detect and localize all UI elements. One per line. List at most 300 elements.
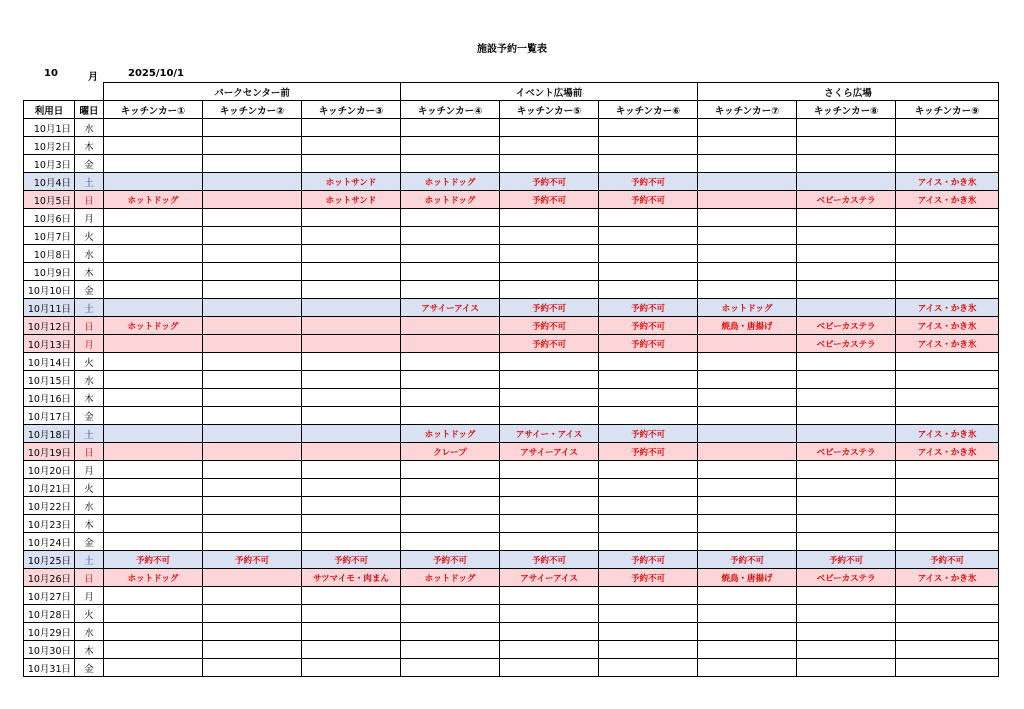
reservation-cell[interactable] [599,407,698,425]
reservation-cell[interactable] [500,605,599,623]
weekday-cell: 水 [75,623,104,641]
reservation-cell[interactable]: ホットドッグ [401,569,500,587]
date-cell: 10月17日 [24,407,75,425]
reservation-cell[interactable] [599,227,698,245]
reservation-cell[interactable] [401,389,500,407]
reservation-cell[interactable]: アイス・かき氷 [896,569,999,587]
reservation-cell[interactable] [797,587,896,605]
reservation-cell[interactable] [698,137,797,155]
reservation-cell[interactable] [500,227,599,245]
reservation-cell[interactable] [500,479,599,497]
reservation-cell[interactable] [104,605,203,623]
reservation-cell[interactable] [797,515,896,533]
reservation-cell[interactable] [302,443,401,461]
reservation-cell[interactable]: 予約不可 [599,335,698,353]
reservation-cell[interactable] [104,515,203,533]
reservation-cell[interactable] [104,173,203,191]
reservation-cell[interactable] [401,371,500,389]
reservation-cell[interactable] [599,137,698,155]
reservation-cell[interactable] [896,641,999,659]
reservation-cell[interactable] [599,389,698,407]
reservation-cell[interactable] [896,461,999,479]
reservation-cell[interactable] [896,263,999,281]
reservation-cell[interactable] [203,479,302,497]
reservation-cell[interactable] [500,659,599,677]
reservation-cell[interactable]: ベビーカステラ [797,569,896,587]
reservation-cell[interactable] [698,119,797,137]
dow-header: 曜日 [75,101,104,119]
reservation-cell[interactable] [797,425,896,443]
reservation-cell[interactable] [104,209,203,227]
reservation-cell[interactable] [698,425,797,443]
reservation-cell[interactable]: 予約不可 [599,443,698,461]
reservation-cell[interactable]: 予約不可 [599,569,698,587]
reservation-cell[interactable] [302,641,401,659]
reservation-cell[interactable] [698,335,797,353]
reservation-cell[interactable] [797,209,896,227]
reservation-cell[interactable] [104,425,203,443]
reservation-cell[interactable] [401,623,500,641]
reservation-cell[interactable] [302,371,401,389]
reservation-cell[interactable] [698,479,797,497]
reservation-cell[interactable] [104,587,203,605]
reservation-cell[interactable] [104,443,203,461]
reservation-cell[interactable] [896,623,999,641]
reservation-cell[interactable] [797,155,896,173]
reservation-cell[interactable] [302,623,401,641]
reservation-cell[interactable] [797,371,896,389]
reservation-cell[interactable] [500,515,599,533]
reservation-cell[interactable] [401,119,500,137]
reservation-cell[interactable] [698,461,797,479]
reservation-cell[interactable] [302,335,401,353]
reservation-cell[interactable]: 予約不可 [104,551,203,569]
reservation-cell[interactable] [401,641,500,659]
reservation-cell[interactable] [896,371,999,389]
reservation-cell[interactable]: アイス・かき氷 [896,425,999,443]
reservation-cell[interactable] [896,209,999,227]
reservation-cell[interactable] [302,461,401,479]
reservation-cell[interactable] [797,137,896,155]
reservation-cell[interactable] [104,659,203,677]
reservation-cell[interactable] [500,209,599,227]
reservation-cell[interactable] [203,443,302,461]
table-row [24,335,999,353]
reservation-cell[interactable]: ホットサンド [302,191,401,209]
reservation-cell[interactable] [698,245,797,263]
reservation-cell[interactable] [698,641,797,659]
reservation-cell[interactable] [896,497,999,515]
reservation-cell[interactable] [104,263,203,281]
reservation-cell[interactable] [599,155,698,173]
reservation-cell[interactable]: 予約不可 [500,335,599,353]
reservation-cell[interactable] [203,533,302,551]
reservation-cell[interactable] [797,227,896,245]
reservation-cell[interactable]: 予約不可 [500,191,599,209]
reservation-cell[interactable] [698,659,797,677]
reservation-cell[interactable]: ホットドッグ [401,173,500,191]
reservation-cell[interactable] [401,461,500,479]
reservation-cell[interactable] [203,425,302,443]
reservation-cell[interactable] [599,641,698,659]
reservation-cell[interactable] [896,479,999,497]
reservation-cell[interactable]: ベビーカステラ [797,317,896,335]
reservation-cell[interactable]: 予約不可 [500,299,599,317]
reservation-cell[interactable] [500,281,599,299]
reservation-cell[interactable] [500,389,599,407]
reservation-cell[interactable] [203,119,302,137]
reservation-cell[interactable] [698,515,797,533]
reservation-cell[interactable] [302,587,401,605]
reservation-cell[interactable] [500,371,599,389]
reservation-cell[interactable] [104,299,203,317]
reservation-cell[interactable] [401,137,500,155]
reservation-cell[interactable] [203,353,302,371]
weekday-cell: 金 [75,407,104,425]
reservation-cell[interactable] [203,245,302,263]
reservation-cell[interactable]: ホットドッグ [104,191,203,209]
reservation-cell[interactable] [797,245,896,263]
reservation-cell[interactable] [599,209,698,227]
reservation-cell[interactable]: 焼鳥・唐揚げ [698,317,797,335]
reservation-cell[interactable] [302,479,401,497]
reservation-cell[interactable] [302,317,401,335]
reservation-cell[interactable] [500,119,599,137]
reservation-cell[interactable] [896,227,999,245]
reservation-cell[interactable] [401,659,500,677]
weekday-cell: 金 [75,659,104,677]
reservation-cell[interactable] [203,281,302,299]
reservation-cell[interactable] [302,407,401,425]
reservation-cell[interactable]: 予約不可 [401,551,500,569]
reservation-cell[interactable] [302,425,401,443]
reservation-cell[interactable] [104,407,203,425]
reservation-cell[interactable]: サツマイモ・肉まん [302,569,401,587]
reservation-cell[interactable]: アイス・かき氷 [896,335,999,353]
reservation-cell[interactable] [203,335,302,353]
reservation-cell[interactable] [203,209,302,227]
date-cell: 10月24日 [24,533,75,551]
reservation-cell[interactable] [500,497,599,515]
reservation-cell[interactable]: アイス・かき氷 [896,299,999,317]
reservation-cell[interactable]: アサイーアイス [500,569,599,587]
reservation-cell[interactable] [698,443,797,461]
reservation-cell[interactable]: アイス・かき氷 [896,173,999,191]
reservation-cell[interactable] [896,659,999,677]
reservation-cell[interactable]: アサイーアイス [401,299,500,317]
reservation-cell[interactable]: ベビーカステラ [797,191,896,209]
reservation-cell[interactable] [104,623,203,641]
reservation-cell[interactable] [698,371,797,389]
reservation-cell[interactable] [302,281,401,299]
reservation-cell[interactable] [203,371,302,389]
reservation-cell[interactable]: 予約不可 [599,551,698,569]
reservation-cell[interactable] [401,155,500,173]
reservation-cell[interactable] [401,335,500,353]
reservation-cell[interactable]: ホットドッグ [104,569,203,587]
reservation-cell[interactable] [500,245,599,263]
reservation-cell[interactable] [203,263,302,281]
reservation-cell[interactable] [896,137,999,155]
reservation-cell[interactable] [797,119,896,137]
reservation-cell[interactable] [104,371,203,389]
reservation-cell[interactable] [797,263,896,281]
reservation-cell[interactable] [203,497,302,515]
reservation-cell[interactable] [599,371,698,389]
reservation-cell[interactable] [797,461,896,479]
reservation-cell[interactable] [896,155,999,173]
reservation-cell[interactable]: アイス・かき氷 [896,191,999,209]
reservation-cell[interactable] [797,353,896,371]
reservation-cell[interactable] [104,281,203,299]
table-row [24,119,999,137]
reservation-cell[interactable] [203,227,302,245]
reservation-cell[interactable] [797,389,896,407]
reservation-cell[interactable] [104,461,203,479]
reservation-cell[interactable] [401,605,500,623]
table-row [24,155,999,173]
date-cell: 10月16日 [24,389,75,407]
reservation-cell[interactable] [500,641,599,659]
reservation-cell[interactable] [302,659,401,677]
reservation-cell[interactable] [599,245,698,263]
reservation-cell[interactable] [302,119,401,137]
reservation-cell[interactable] [203,587,302,605]
reservation-cell[interactable] [401,353,500,371]
reservation-cell[interactable]: 予約不可 [203,551,302,569]
reservation-cell[interactable] [500,263,599,281]
reservation-cell[interactable] [698,407,797,425]
reservation-cell[interactable]: ホットドッグ [104,317,203,335]
reservation-cell[interactable] [698,533,797,551]
reservation-cell[interactable] [500,623,599,641]
reservation-cell[interactable] [302,137,401,155]
reservation-cell[interactable] [203,461,302,479]
reservation-cell[interactable] [797,173,896,191]
reservation-cell[interactable] [104,641,203,659]
reservation-cell[interactable] [302,245,401,263]
reservation-cell[interactable]: 予約不可 [896,551,999,569]
reservation-cell[interactable] [401,317,500,335]
reservation-cell[interactable] [104,497,203,515]
reservation-cell[interactable] [500,407,599,425]
reservation-cell[interactable] [302,209,401,227]
reservation-cell[interactable] [698,155,797,173]
reservation-cell[interactable] [500,461,599,479]
date-cell: 10月13日 [24,335,75,353]
reservation-cell[interactable]: ホットドッグ [698,299,797,317]
reservation-cell[interactable]: アサイー・アイス [500,425,599,443]
reservation-cell[interactable] [599,461,698,479]
reservation-cell[interactable] [203,299,302,317]
reservation-cell[interactable] [302,353,401,371]
reservation-cell[interactable] [896,353,999,371]
reservation-cell[interactable] [599,479,698,497]
reservation-cell[interactable] [797,533,896,551]
reservation-cell[interactable] [896,533,999,551]
reservation-cell[interactable] [599,587,698,605]
reservation-cell[interactable] [896,605,999,623]
reservation-cell[interactable] [500,533,599,551]
reservation-cell[interactable] [104,227,203,245]
reservation-cell[interactable] [500,155,599,173]
reservation-table [23,82,999,677]
reservation-cell[interactable]: ベビーカステラ [797,443,896,461]
reservation-cell[interactable] [302,515,401,533]
reservation-cell[interactable] [797,497,896,515]
reservation-cell[interactable] [401,209,500,227]
reservation-cell[interactable]: 予約不可 [599,191,698,209]
reservation-cell[interactable] [896,119,999,137]
reservation-cell[interactable] [401,587,500,605]
reservation-cell[interactable] [896,587,999,605]
reservation-cell[interactable] [302,389,401,407]
reservation-cell[interactable] [500,587,599,605]
table-row [24,281,999,299]
reservation-cell[interactable]: 予約不可 [599,425,698,443]
reservation-cell[interactable]: 焼鳥・唐揚げ [698,569,797,587]
reservation-cell[interactable]: 予約不可 [698,551,797,569]
reservation-cell[interactable] [500,137,599,155]
reservation-cell[interactable] [599,623,698,641]
reservation-cell[interactable] [698,209,797,227]
reservation-cell[interactable]: アイス・かき氷 [896,443,999,461]
reservation-cell[interactable]: ホットサンド [302,173,401,191]
reservation-cell[interactable] [797,641,896,659]
reservation-cell[interactable] [698,623,797,641]
reservation-cell[interactable]: 予約不可 [500,551,599,569]
reservation-cell[interactable] [401,263,500,281]
reservation-cell[interactable] [896,407,999,425]
reservation-cell[interactable] [302,227,401,245]
reservation-cell[interactable]: 予約不可 [797,551,896,569]
reservation-cell[interactable] [599,605,698,623]
reservation-cell[interactable] [698,173,797,191]
reservation-cell[interactable] [203,641,302,659]
reservation-cell[interactable]: アサイーアイス [500,443,599,461]
reservation-cell[interactable] [104,389,203,407]
table-row [24,443,999,461]
reservation-cell[interactable] [203,317,302,335]
reservation-cell[interactable] [896,389,999,407]
reservation-cell[interactable] [203,389,302,407]
reservation-cell[interactable]: ホットドッグ [401,191,500,209]
reservation-cell[interactable] [302,299,401,317]
reservation-cell[interactable] [401,479,500,497]
reservation-cell[interactable] [104,155,203,173]
reservation-cell[interactable] [698,497,797,515]
reservation-cell[interactable]: 予約不可 [500,173,599,191]
reservation-cell[interactable] [698,281,797,299]
table-row [24,479,999,497]
reservation-cell[interactable] [797,623,896,641]
reservation-cell[interactable] [104,335,203,353]
reservation-cell[interactable] [797,407,896,425]
reservation-cell[interactable] [302,263,401,281]
reservation-cell[interactable] [203,515,302,533]
reservation-cell[interactable] [599,515,698,533]
reservation-cell[interactable]: ホットドッグ [401,425,500,443]
reservation-cell[interactable] [401,407,500,425]
reservation-cell[interactable] [599,281,698,299]
table-row [24,227,999,245]
reservation-cell[interactable] [401,497,500,515]
reservation-cell[interactable] [203,155,302,173]
reservation-cell[interactable]: ベビーカステラ [797,335,896,353]
reservation-cell[interactable] [203,407,302,425]
reservation-cell[interactable] [896,281,999,299]
reservation-cell[interactable] [797,299,896,317]
table-row [24,299,999,317]
reservation-cell[interactable] [203,173,302,191]
reservation-cell[interactable]: 予約不可 [599,173,698,191]
reservation-cell[interactable] [104,353,203,371]
date-cell: 10月6日 [24,209,75,227]
reservation-cell[interactable] [698,227,797,245]
weekday-cell: 木 [75,641,104,659]
reservation-cell[interactable] [401,227,500,245]
reservation-cell[interactable] [599,533,698,551]
reservation-cell[interactable]: クレープ [401,443,500,461]
reservation-cell[interactable] [203,659,302,677]
reservation-cell[interactable] [302,155,401,173]
reservation-cell[interactable] [401,245,500,263]
reservation-cell[interactable] [401,515,500,533]
reservation-cell[interactable] [203,191,302,209]
weekday-cell: 木 [75,263,104,281]
reservation-cell[interactable] [797,659,896,677]
reservation-cell[interactable] [104,137,203,155]
reservation-cell[interactable] [203,137,302,155]
reservation-cell[interactable] [302,605,401,623]
reservation-cell[interactable] [599,497,698,515]
reservation-cell[interactable] [698,353,797,371]
reservation-cell[interactable] [302,533,401,551]
reservation-cell[interactable] [104,479,203,497]
reservation-cell[interactable] [896,245,999,263]
reservation-cell[interactable] [104,245,203,263]
reservation-cell[interactable] [500,353,599,371]
reservation-cell[interactable] [797,479,896,497]
reservation-cell[interactable] [599,353,698,371]
reservation-cell[interactable] [302,497,401,515]
reservation-cell[interactable] [797,605,896,623]
reservation-cell[interactable] [698,587,797,605]
reservation-cell[interactable] [401,533,500,551]
reservation-cell[interactable] [797,281,896,299]
weekday-cell: 土 [75,551,104,569]
reservation-cell[interactable] [896,515,999,533]
reservation-cell[interactable] [698,389,797,407]
reservation-cell[interactable] [401,281,500,299]
reservation-cell[interactable] [203,605,302,623]
reservation-cell[interactable]: 予約不可 [599,299,698,317]
reservation-cell[interactable] [203,623,302,641]
reservation-cell[interactable]: アイス・かき氷 [896,317,999,335]
reservation-cell[interactable] [203,569,302,587]
reservation-cell[interactable]: 予約不可 [599,317,698,335]
reservation-cell[interactable] [104,533,203,551]
reservation-cell[interactable] [104,119,203,137]
reservation-cell[interactable] [698,263,797,281]
reservation-cell[interactable]: 予約不可 [500,317,599,335]
reservation-cell[interactable] [599,659,698,677]
reservation-cell[interactable] [698,191,797,209]
reservation-cell[interactable]: 予約不可 [302,551,401,569]
reservation-cell[interactable] [599,263,698,281]
reservation-cell[interactable] [599,119,698,137]
reservation-cell[interactable] [698,605,797,623]
